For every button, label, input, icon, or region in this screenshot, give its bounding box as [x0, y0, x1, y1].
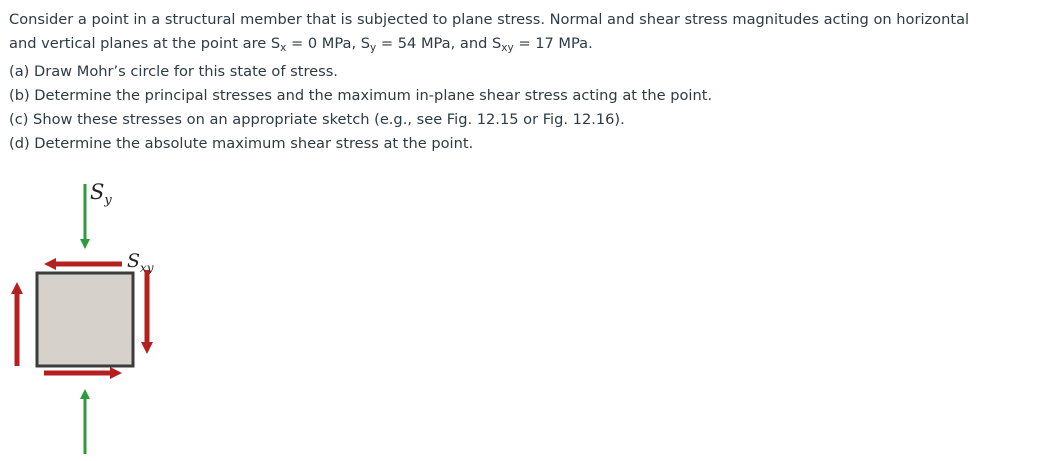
problem-line-2-intro: and vertical planes at the point are	[9, 35, 271, 52]
part-b: (b) Determine the principal stresses and the maximum in-plane shear stress acting at the point.	[9, 87, 713, 104]
sxy-subscript: xy	[501, 42, 514, 54]
sx-subscript: x	[280, 42, 287, 54]
sy-subscript: y	[370, 42, 377, 54]
sy-figure-label-sub: y	[104, 193, 112, 208]
sy-symbol: S	[360, 35, 371, 52]
sy-figure-label-main: S	[90, 180, 105, 204]
sxy-symbol: S	[492, 35, 502, 52]
sx-value: = 0 MPa,	[286, 35, 361, 52]
stress-element-square	[37, 273, 133, 366]
part-a: (a) Draw Mohr’s circle for this state of stress.	[9, 63, 338, 80]
part-c: (c) Show these stresses on an appropriate sketch (e.g., see Fig. 12.15 or Fig. 12.16).	[9, 111, 625, 128]
sxy-figure-label-sub: xy	[140, 261, 154, 275]
part-d: (d) Determine the absolute maximum shear stress at the point.	[9, 135, 474, 152]
problem-line-1: Consider a point in a structural member that is subjected to plane stress. Normal and shear stress magnitudes acting on horizontal	[9, 11, 970, 28]
sy-value: = 54 MPa, and	[376, 35, 493, 52]
sxy-figure-label-main: S	[127, 250, 141, 272]
stress-element-figure	[0, 170, 200, 461]
sxy-value: = 17 MPa.	[513, 35, 593, 52]
sxy-figure-label	[127, 250, 154, 275]
stress-element-svg	[0, 170, 200, 461]
sx-symbol: S	[270, 35, 281, 52]
problem-line-2	[9, 32, 1034, 60]
sy-figure-label	[90, 180, 112, 208]
problem-statement	[9, 8, 1034, 156]
